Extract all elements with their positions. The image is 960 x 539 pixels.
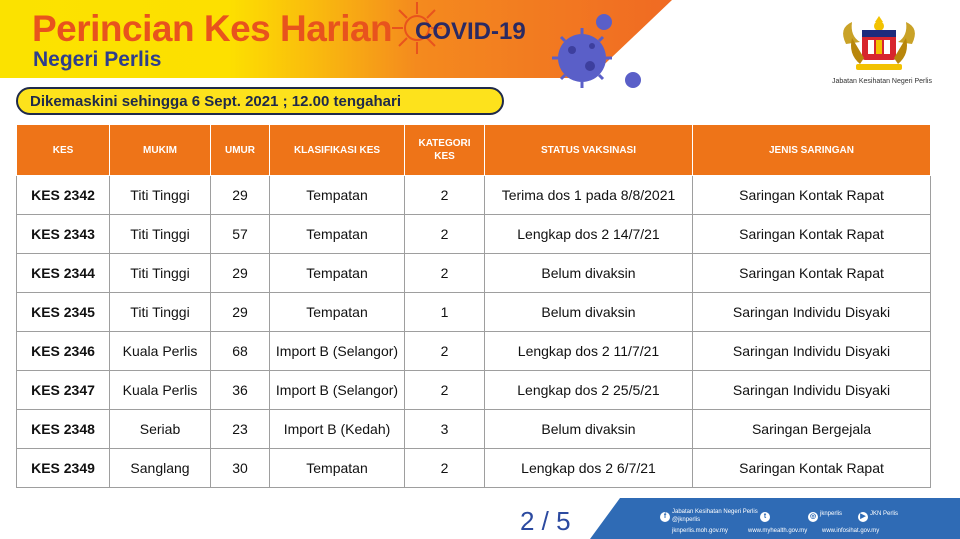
- vaccination-status: Lengkap dos 2 6/7/21: [485, 449, 693, 488]
- facebook-icon[interactable]: f: [660, 512, 670, 522]
- age: 68: [211, 332, 270, 371]
- column-header-klasifikasi: KLASIFIKASI KES: [270, 125, 405, 176]
- case-id: KES 2346: [17, 332, 110, 371]
- classification: Import B (Selangor): [270, 332, 405, 371]
- mukim: Titi Tinggi: [110, 176, 211, 215]
- age: 29: [211, 176, 270, 215]
- footer-web-myhealth[interactable]: www.myhealth.gov.my: [748, 528, 808, 534]
- column-header-mukim: MUKIM: [110, 125, 211, 176]
- table-row: [17, 254, 931, 293]
- mukim: Sanglang: [110, 449, 211, 488]
- column-header-kategori: KATEGORI KES: [405, 125, 485, 176]
- category: 2: [405, 449, 485, 488]
- page-title: Perincian Kes Harian: [32, 8, 393, 49]
- screening-type: Saringan Kontak Rapat: [693, 449, 931, 488]
- table-row: [17, 449, 931, 488]
- vaccination-status: Belum divaksin: [485, 254, 693, 293]
- screening-type: Saringan Individu Disyaki: [693, 332, 931, 371]
- category: 1: [405, 293, 485, 332]
- category: 3: [405, 410, 485, 449]
- category: 2: [405, 332, 485, 371]
- age: 30: [211, 449, 270, 488]
- column-header-status-vaksinasi: STATUS VAKSINASI: [485, 125, 693, 176]
- age: 29: [211, 254, 270, 293]
- classification: Import B (Kedah): [270, 410, 405, 449]
- twitter-icon[interactable]: t: [760, 512, 770, 522]
- youtube-icon[interactable]: ▶: [858, 512, 868, 522]
- vaccination-status: Belum divaksin: [485, 293, 693, 332]
- mukim: Titi Tinggi: [110, 254, 211, 293]
- classification: Tempatan: [270, 215, 405, 254]
- footer-handle-youtube: JKN Perlis: [870, 511, 899, 517]
- coat-of-arms-logo: [838, 14, 920, 76]
- daily-cases-table: [16, 124, 931, 488]
- category: 2: [405, 371, 485, 410]
- mukim: Seriab: [110, 410, 211, 449]
- classification: Tempatan: [270, 449, 405, 488]
- classification: Tempatan: [270, 176, 405, 215]
- table-row: [17, 410, 931, 449]
- screening-type: Saringan Kontak Rapat: [693, 176, 931, 215]
- table-row: [17, 371, 931, 410]
- footer-handle-instagram: jknperlis: [820, 511, 843, 517]
- vaccination-status: Terima dos 1 pada 8/8/2021: [485, 176, 693, 215]
- mukim: Titi Tinggi: [110, 293, 211, 332]
- classification: Tempatan: [270, 293, 405, 332]
- mukim: Kuala Perlis: [110, 332, 211, 371]
- category: 2: [405, 215, 485, 254]
- vaccination-status: Lengkap dos 2 11/7/21: [485, 332, 693, 371]
- case-id: KES 2347: [17, 371, 110, 410]
- update-text: Dikemaskini sehingga 6 Sept. 2021 ; 12.00 tengahari: [30, 93, 401, 110]
- state-subtitle: Negeri Perlis: [33, 48, 162, 71]
- covid-label: COVID-19: [415, 18, 526, 45]
- instagram-icon[interactable]: ◎: [809, 513, 817, 520]
- vaccination-status: Lengkap dos 2 25/5/21: [485, 371, 693, 410]
- case-id: KES 2348: [17, 410, 110, 449]
- age: 36: [211, 371, 270, 410]
- screening-type: Saringan Individu Disyaki: [693, 293, 931, 332]
- column-header-kes: KES: [17, 125, 110, 176]
- footer-handle-twitter: @jknperlis: [672, 517, 701, 523]
- case-id: KES 2345: [17, 293, 110, 332]
- screening-type: Saringan Individu Disyaki: [693, 371, 931, 410]
- logo-caption: Jabatan Kesihatan Negeri Perlis: [831, 78, 932, 85]
- classification: Import B (Selangor): [270, 371, 405, 410]
- table-row: [17, 332, 931, 371]
- age: 23: [211, 410, 270, 449]
- classification: Tempatan: [270, 254, 405, 293]
- table-row: [17, 215, 931, 254]
- footer-web-infosihat[interactable]: www.infosihat.gov.my: [822, 528, 880, 534]
- screening-type: Saringan Bergejala: [693, 410, 931, 449]
- case-id: KES 2343: [17, 215, 110, 254]
- mukim: Titi Tinggi: [110, 215, 211, 254]
- case-id: KES 2349: [17, 449, 110, 488]
- age: 57: [211, 215, 270, 254]
- category: 2: [405, 254, 485, 293]
- table-row: [17, 293, 931, 332]
- footer-agency: Jabatan Kesihatan Negeri Perlis: [672, 509, 758, 515]
- screening-type: Saringan Kontak Rapat: [693, 254, 931, 293]
- table-header-row: [17, 125, 931, 176]
- virus-icon: [392, 0, 672, 100]
- vaccination-status: Belum divaksin: [485, 410, 693, 449]
- vaccination-status: Lengkap dos 2 14/7/21: [485, 215, 693, 254]
- footer-web-jkn[interactable]: jknperlis.moh.gov.my: [672, 528, 728, 534]
- case-id: KES 2344: [17, 254, 110, 293]
- table-row: [17, 176, 931, 215]
- column-header-umur: UMUR: [211, 125, 270, 176]
- category: 2: [405, 176, 485, 215]
- column-header-jenis-saringan: JENIS SARINGAN: [693, 125, 931, 176]
- mukim: Kuala Perlis: [110, 371, 211, 410]
- age: 29: [211, 293, 270, 332]
- screening-type: Saringan Kontak Rapat: [693, 215, 931, 254]
- case-id: KES 2342: [17, 176, 110, 215]
- page-indicator: 2 / 5: [520, 506, 571, 536]
